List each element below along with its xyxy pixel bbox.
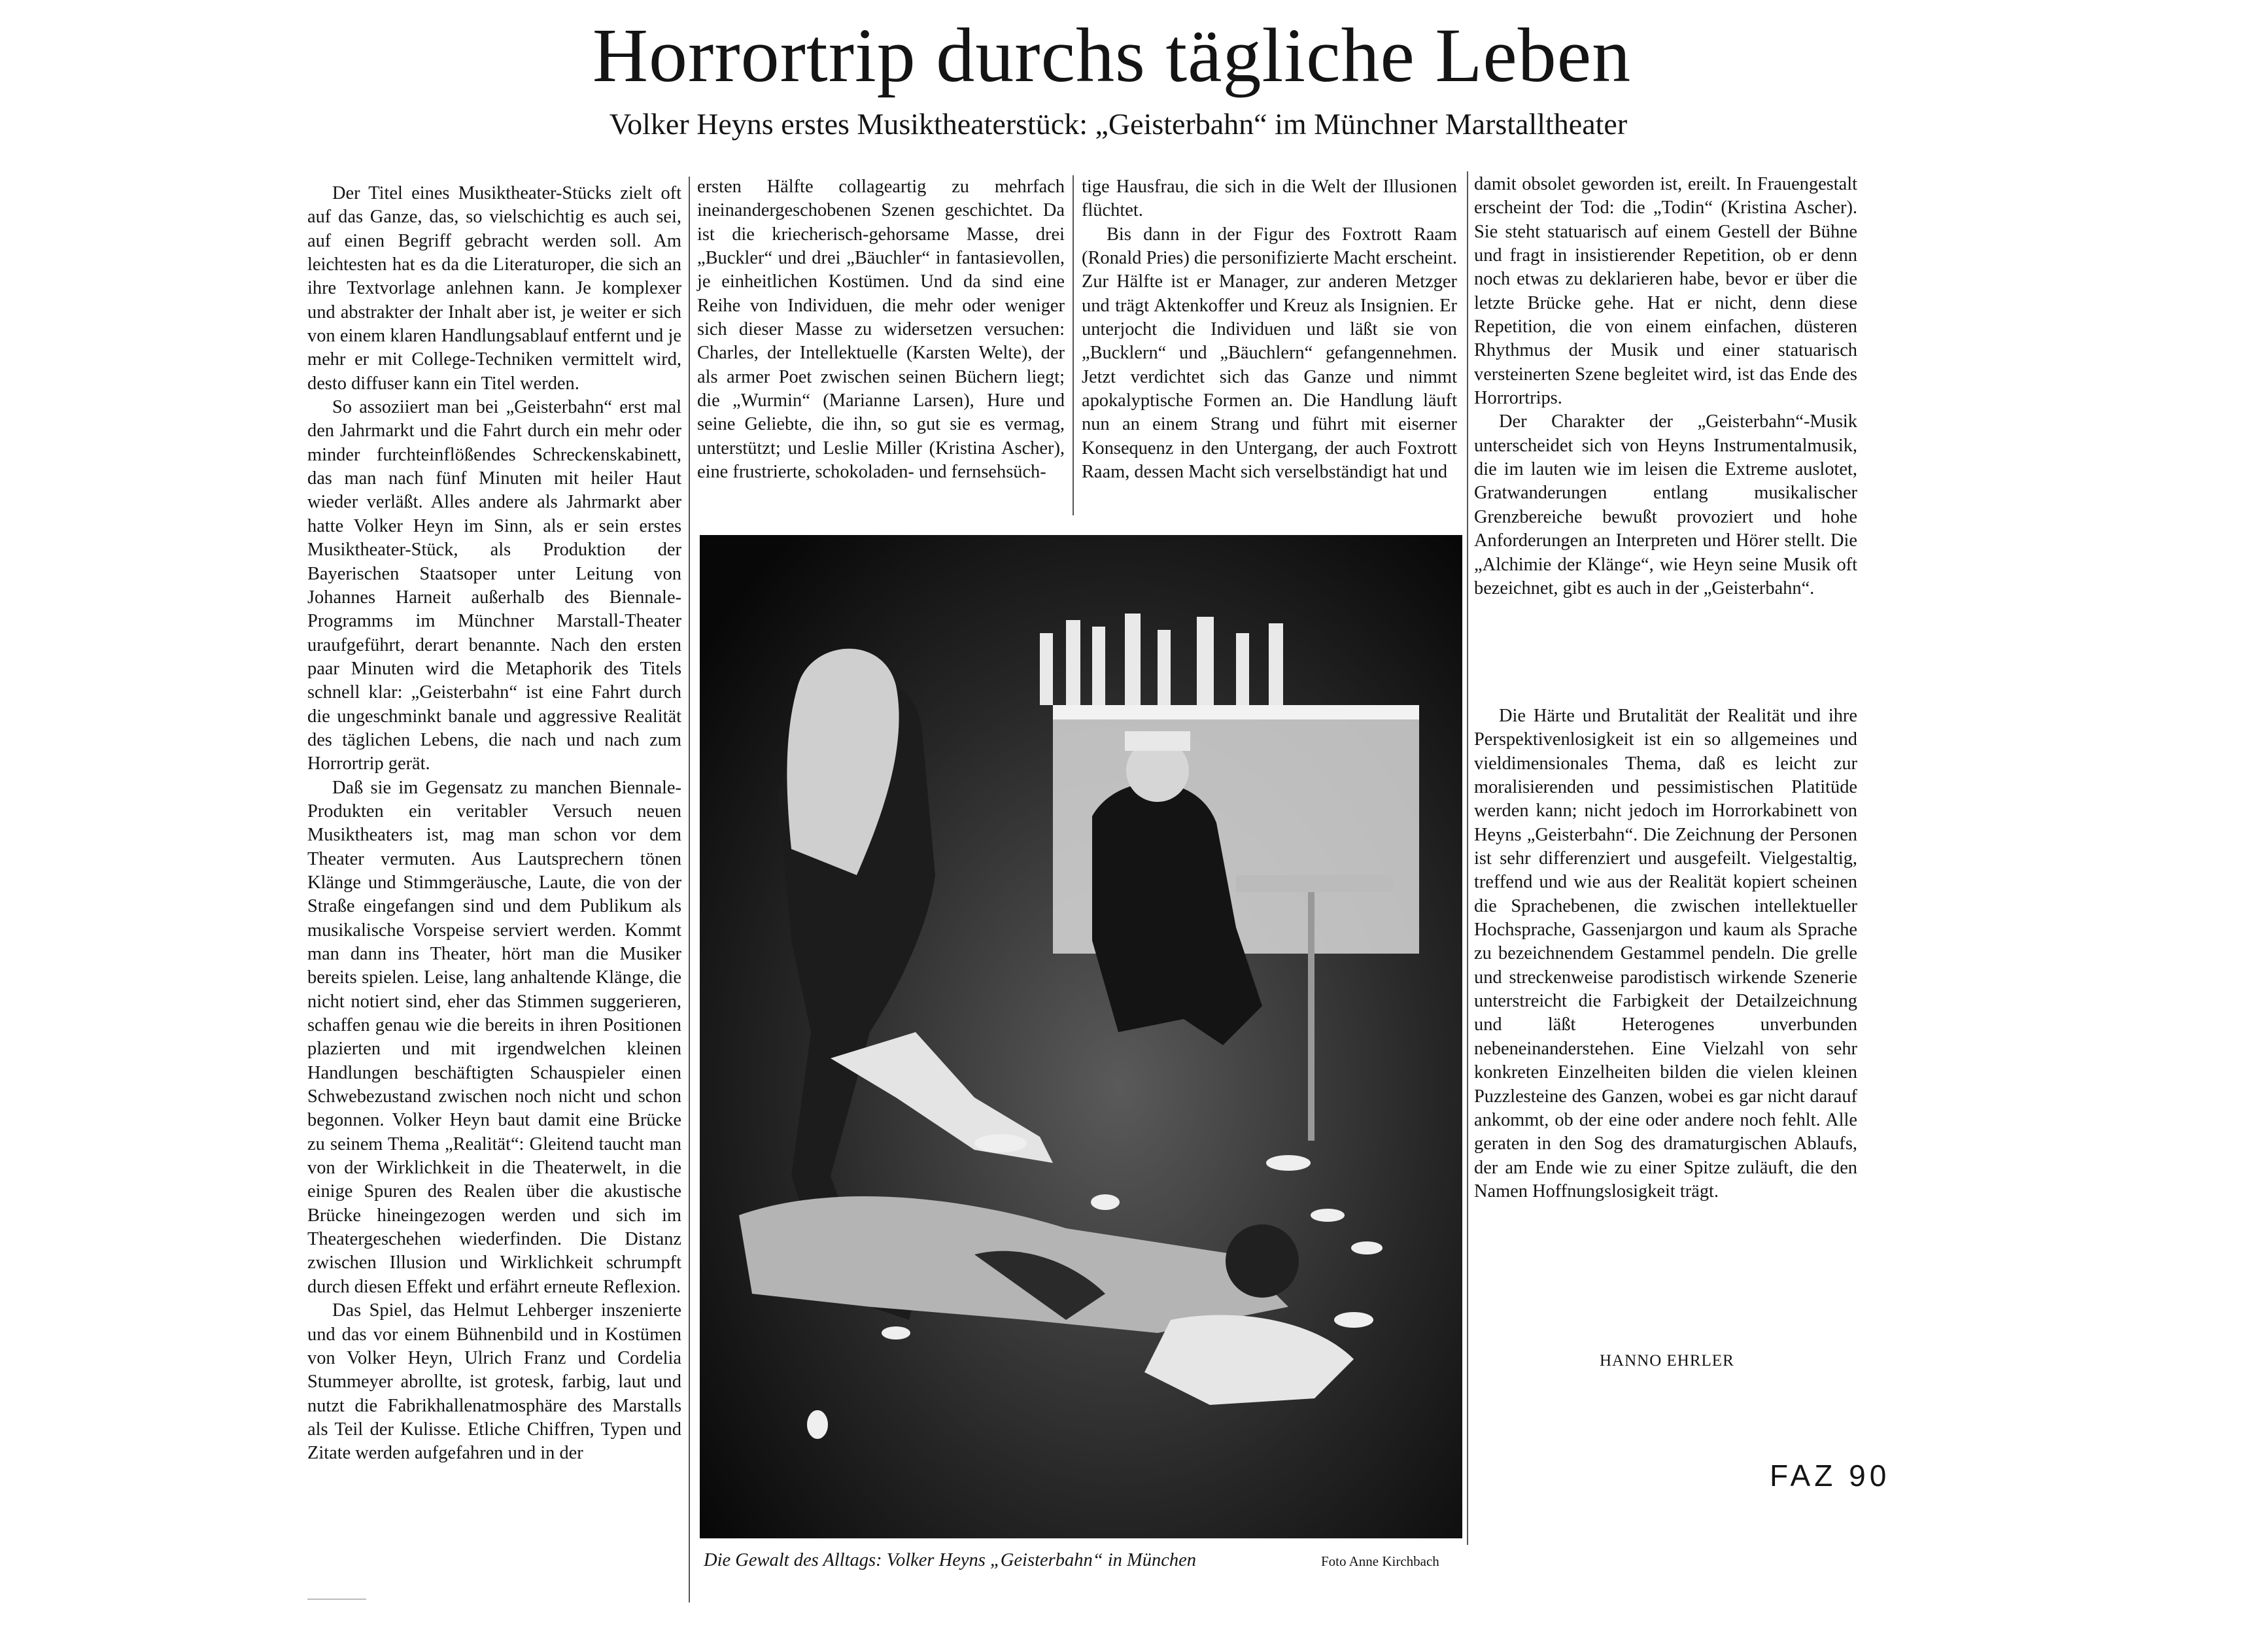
article-title: Horrortrip durchs tägliche Leben <box>592 12 1632 98</box>
paragraph: damit obsolet geworden ist, ereilt. In Frauengestalt erscheint der Tod: die „Todin“ (Kristina Ascher). Sie steht statuarisch auf einem Gestell der Bühne und fragt in insistierender Repetition, ob er denn noch etwas zu deklarieren habe, bevor er über die letzte Brücke gehe. Hat er nicht, denn diese Repetition, die von einem einfachen, düsteren Rhythmus der Musik und einer statuarisch versteinerten Szene begleitet wird, ist das Ende des Horrortrips. <box>1474 174 1857 409</box>
text-column-3 <box>1082 175 1457 484</box>
author-byline: HANNO EHRLER <box>1600 1352 1734 1370</box>
text-column-4-lower <box>1474 704 1857 1203</box>
paragraph: Der Charakter der „Geisterbahn“-Musik unterscheidet sich von Heyns Instrumentalmusik, die im lauten wie im leisen die Extreme auslotet, Gratwanderungen entlang musikalischer Grenzbereiche bewußt provoziert und hohe Anforderungen an Interpreten und Hörer stellt. Die „Alchimie der Klänge“, wie Heyn seine Musik oft bezeichnet, gibt es auch in der „Geisterbahn“. <box>1474 411 1857 598</box>
text-column-1 <box>307 182 681 1466</box>
paragraph: Bis dann in der Figur des Foxtrott Raam (Ronald Pries) die personifizierte Macht erscheint. Zur Hälfte ist er Manager, zur anderen Metzger und trägt Aktenkoffer und Kreuz als Insignien. Er unterjocht die Individuen und läßt sie von „Bucklern“ und „Bäuchlern“ gefangennehmen. Jetzt verdichtet sich das Ganze und nimmt apokalyptische Formen an. Die Handlung läuft nun an einem Strang und führt mit eiserner Konsequenz in den Untergang, der auch Foxtrott Raam, dessen Macht sich verselbständigt hat und <box>1082 224 1457 483</box>
scan-mark <box>307 1599 366 1600</box>
paragraph: So assoziiert man bei „Geisterbahn“ erst mal den Jahrmarkt und die Fahrt durch ein mehr oder minder furchteinflößendes Schreckenskabinett, das man nach fünf Minuten mit heiler Haut wieder verläßt. Alles andere als Jahrmarkt aber hatte Volker Heyn im Sinn, als er sein erstes Musiktheater-Stück, als Produktion der Bayerischen Staatsoper unter Leitung von Johannes Harneit außerhalb des Biennale-Programms im Münchner Marstall-Theater uraufgeführt, derart benannte. Nach den ersten paar Minuten wird die Metaphorik des Titels schnell klar: „Geisterbahn“ ist eine Fahrt durch die ungeschminkt banale und aggressive Realität des täglichen Lebens, die nach und nach zum Horrortrip gerät. <box>307 397 681 774</box>
photo-caption: Die Gewalt des Alltags: Volker Heyns „Geisterbahn“ in München <box>704 1550 1197 1570</box>
source-label: FAZ 90 <box>1770 1459 1891 1493</box>
article-subtitle: Volker Heyns erstes Musiktheaterstück: „Geisterbahn“ im Münchner Marstalltheater <box>609 107 1628 141</box>
paragraph: tige Hausfrau, die sich in die Welt der Illusionen flüchtet. <box>1082 177 1457 221</box>
text-column-4 <box>1474 173 1857 600</box>
column-rule <box>689 177 690 1602</box>
column-rule <box>1073 175 1074 515</box>
paragraph: Der Titel eines Musiktheater-Stücks zielt oft auf das Ganze, das, so vielschichtig es auch sei, auf einen Begriff gebracht werden soll. Am leichtesten hat es da die Literaturoper, die sich an ihre Textvorlage anlehnen kann. Je komplexer und abstrakter der Inhalt aber ist, je weiter er sich von einem klaren Handlungsablauf entfernt und je mehr er mit College-Techniken vermittelt wird, desto diffuser kann ein Titel werden. <box>307 183 681 394</box>
column-rule <box>1467 171 1468 1545</box>
paragraph: Daß sie im Gegensatz zu manchen Biennale-Produkten ein veritabler Versuch neuen Musiktheaters ist, mag man schon vor dem Theater vermuten. Aus Lautsprechern tönen Klänge und Stimmgeräusche, Laute, die von der Straße eingefangen sind und dem Publikum als musikalische Vorspeise serviert werden. Kommt man dann ins Theater, hört man die Musiker bereits spielen. Leise, lang anhaltende Klänge, die nicht notiert sind, eher das Stimmen suggerieren, schaffen genau wie die bereits in ihren Positionen plazierten und mit irgendwelchen kleinen Handlungen beschäftigten Schauspieler einen Schwebezustand zwischen noch nicht und schon begonnen. Volker Heyn baut damit eine Brücke zu seinem Thema „Realität“: Gleitend taucht man von der Wirklichkeit in die Theaterwelt, in die einige Spuren des Realen über die akustische Brücke hineingezogen werden und sich im Theatergeschehen wiederfinden. Die Distanz zwischen Illusion und Wirklichkeit schrumpft durch diesen Effekt und erfährt erneute Reflexion. <box>307 777 681 1297</box>
stage-photo <box>700 535 1462 1538</box>
paragraph: Das Spiel, das Helmut Lehberger inszenierte und das vor einem Bühnenbild und in Kostümen von Volker Heyn, Ulrich Franz und Cordelia Stummeyer abrollte, ist grotesk, farbig, laut und nutzt die Fabrikhallenatmosphäre des Marstalls als Teil der Kulisse. Etliche Chiffren, Typen und Zitate werden aufgefahren und in der <box>307 1300 681 1464</box>
photo-credit: Foto Anne Kirchbach <box>1321 1553 1439 1569</box>
paragraph: Die Härte und Brutalität der Realität und ihre Perspektivenlosigkeit ist ein so allgemeines und vieldimensionales Thema, daß es leicht zur moralisierenden und pessimistischen Platitüde werden kann; nicht jedoch im Horrorkabinett von Heyns „Geisterbahn“. Die Zeichnung der Personen ist sehr differenziert und ausgefeilt. Vielgestaltig, treffend und wie aus der Realität kopiert scheinen die Sprachebenen, die zwischen intellektueller Hochsprache, Gassenjargon und kaum als Sprache zu bezeichnendem Gestammel pendeln. Die grelle und streckenweise parodistisch wirkende Szenerie unterstreicht die Farbigkeit der Detailzeichnung und läßt Heterogenes unverbunden nebeneinanderstehen. Eine Vielzahl von sehr konkreten Einzelheiten bilden die vielen kleinen Puzzlesteine des Ganzen, wobei es gar nicht darauf ankommt, ob der eine oder andere noch fehlt. Alle geraten in den Sog des dramaturgischen Ablaufs, der am Ende wie zu einer Spitze zuläuft, die den Namen Hoffnungslosigkeit trägt. <box>1474 706 1857 1202</box>
paragraph: ersten Hälfte collageartig zu mehrfach ineinandergeschobenen Szenen geschichtet. Da ist die kriecherisch-gehorsame Masse, drei „Buckler“ und drei „Bäuchler“ in fantasievollen, je einheitlichen Kostümen. Und da sind eine Reihe von Individuen, die mehr oder weniger sich dieser Masse zu widersetzen versuchen: Charles, der Intellektuelle (Karsten Welte), der als armer Poet zwischen seinen Büchern liegt; die „Wurmin“ (Marianne Larsen), Hure und seine Geliebte, die ihn, so gut sie es vermag, unterstützt; und Leslie Miller (Kristina Ascher), eine frustrierte, schokoladen- und fernsehsüch- <box>697 177 1065 483</box>
stage-photo-illustration <box>700 535 1462 1538</box>
text-column-2 <box>697 175 1065 484</box>
